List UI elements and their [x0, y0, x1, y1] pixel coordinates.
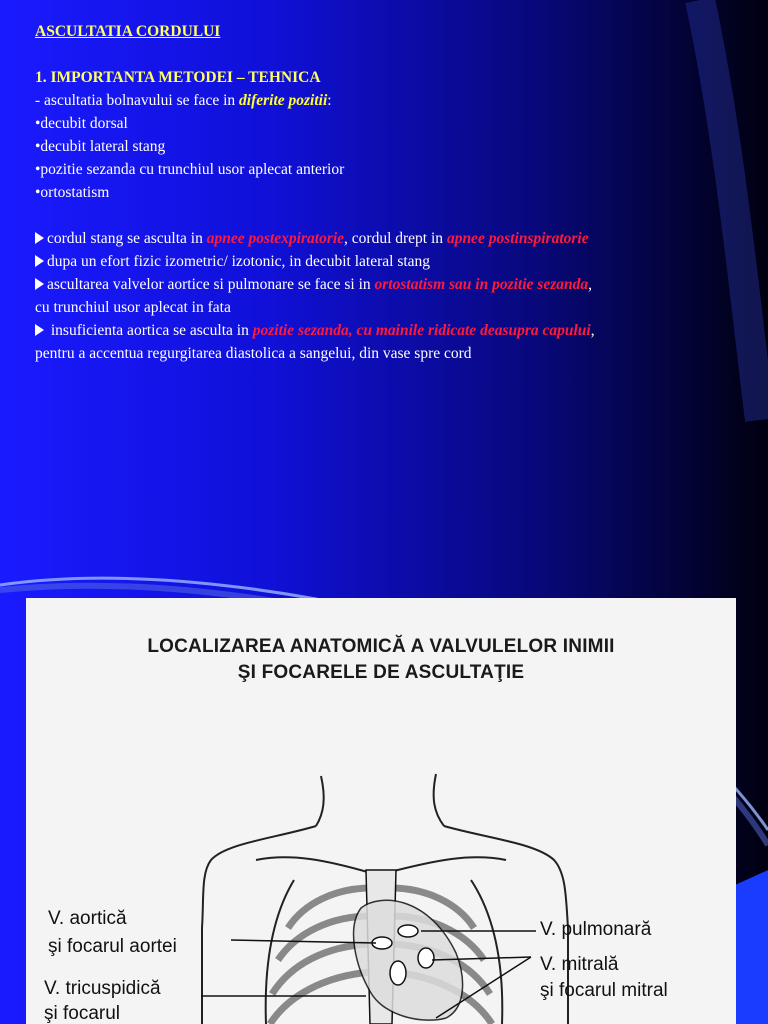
arrow-continuation: pentru a accentua regurgitarea diastolica a sangelui, din vase spre cord [35, 345, 472, 362]
label-tricuspid-valve: V. tricuspidică [44, 978, 161, 999]
slide-title: ASCULTATIA CORDULUI [35, 23, 221, 40]
intro-prefix: - ascultatia bolnavului se face in [35, 92, 240, 109]
arrow-text: cordul stang se asculta in [47, 230, 207, 247]
arrow-text: , [590, 322, 595, 339]
arrow-text: ascultarea valvelor aortice si pulmonare se face si in [47, 276, 375, 293]
arrow-item [35, 319, 760, 342]
label-aortic-focus: şi focarul aortei [48, 936, 177, 957]
bullet-item: •decubit dorsal [35, 115, 128, 132]
arrow-highlight: apnee postexpiratorie [206, 230, 345, 247]
arrow-highlight: pozitie sezanda, cu mainile ridicate deasupra capului [252, 322, 591, 339]
label-tricuspid-focus: şi focarul [44, 1003, 121, 1024]
figure-title-line1: LOCALIZAREA ANATOMICĂ A VALVULELOR INIMII [147, 636, 615, 657]
arrow-highlight: ortostatism sau in pozitie sezanda [374, 276, 589, 293]
intro-highlight: diferite pozitii [239, 92, 328, 109]
bullet-item: •pozitie sezanda cu trunchiul usor aplecat anterior [35, 161, 345, 178]
arrow-text: , [588, 276, 592, 293]
slide-text [35, 20, 760, 365]
arrow-continuation: cu trunchiul usor aplecat in fata [35, 299, 231, 316]
bullet-item: •ortostatism [35, 184, 110, 201]
section-heading: 1. IMPORTANTA METODEI – TEHNICA [35, 69, 321, 86]
intro-line [35, 89, 760, 112]
arrow-item [35, 250, 760, 273]
arrow-bullet-icon [35, 255, 44, 267]
arrow-bullet-icon [35, 324, 44, 336]
thorax-illustration [26, 598, 736, 1024]
arrow-text: , cordul drept in [344, 230, 447, 247]
label-pulmonary-valve: V. pulmonară [540, 919, 652, 940]
arrow-item [35, 227, 760, 250]
figure-title-line2: ŞI FOCARELE DE ASCULTAŢIE [237, 662, 525, 683]
anatomy-figure [26, 598, 736, 1024]
arrow-text: dupa un efort fizic izometric/ izotonic, in decubit lateral stang [47, 253, 431, 270]
arrow-bullet-icon [35, 278, 44, 290]
label-aortic-valve: V. aortică [48, 908, 127, 929]
bullet-item: •decubit lateral stang [35, 138, 166, 155]
arrow-text: insuficienta aortica se asculta in [47, 322, 253, 339]
arrow-highlight: apnee postinspiratorie [446, 230, 589, 247]
label-mitral-valve: V. mitrală [540, 954, 619, 975]
arrow-item [35, 273, 760, 296]
label-mitral-focus: şi focarul mitral [540, 980, 668, 1001]
intro-suffix: : [327, 92, 332, 109]
arrow-bullet-icon [35, 232, 44, 244]
